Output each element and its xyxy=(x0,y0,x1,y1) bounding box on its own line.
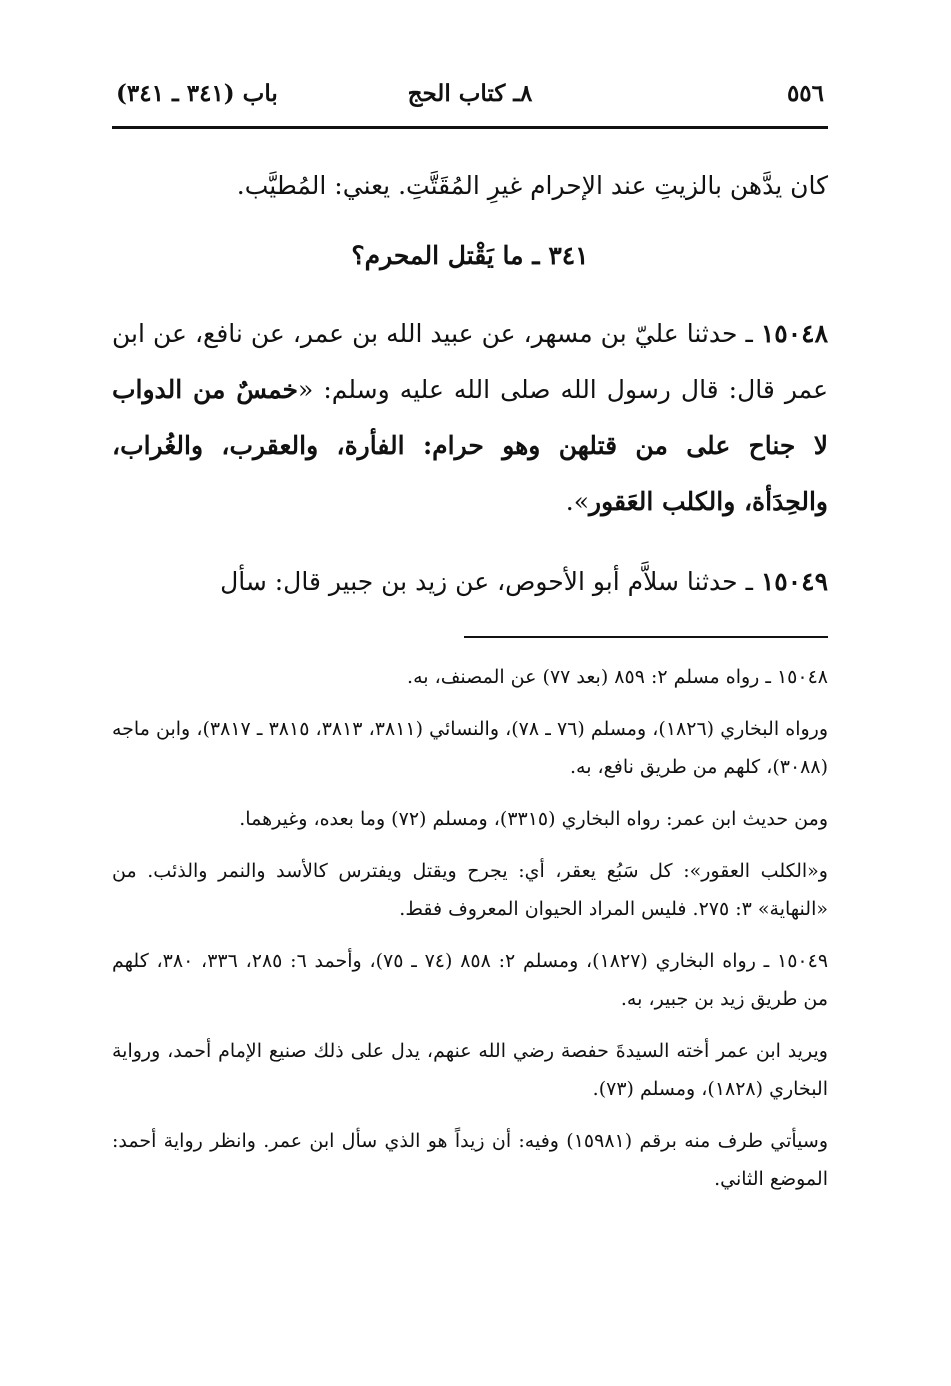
main-text xyxy=(112,166,828,610)
footnote: ١٥٠٤٩ ـ رواه البخاري (١٨٢٧)، ومسلم ٢: ٨٥٨ (٧٤ ـ ٧٥)، وأحمد ٦: ٢٨٥، ٣٣٦، ٣٨٠، كلهم من طريق زيد بن جبير، به. xyxy=(112,950,829,1010)
hadith-number: ١٥٠٤٩ xyxy=(760,567,828,596)
hadith-number: ١٥٠٤٨ xyxy=(760,319,828,348)
page-header xyxy=(112,78,828,118)
footnote: ورواه البخاري (١٨٢٦)، ومسلم (٧٦ ـ ٧٨)، والنسائي (٣٨١١، ٣٨١٣، ٣٨١٥ ـ ٣٨١٧)، وابن ماجه (٣٠٨٨)، كلهم من طريق نافع، به. xyxy=(112,718,828,778)
hadith-paragraph xyxy=(112,554,828,610)
header-rule xyxy=(112,126,828,129)
page-number: ٥٥٦ xyxy=(786,80,824,107)
footnotes xyxy=(112,658,828,1212)
book-page xyxy=(112,78,829,1190)
chapter-heading: ٣٤١ ـ ما يَقْتل المحرم؟ xyxy=(351,241,589,270)
footnote: ويريد ابن عمر أخته السيدةَ حفصة رضي الله عنهم، يدل على ذلك صنيع الإمام أحمد، ورواية البخاري (١٨٢٨)، ومسلم (٧٣). xyxy=(112,1040,828,1100)
footnote: ١٥٠٤٨ ـ رواه مسلم ٢: ٨٥٩ (بعد ٧٧) عن المصنف، به. xyxy=(407,666,828,688)
chapter-range: باب (٣٤١ ـ ٣٤١) xyxy=(116,80,278,107)
footnote-rule xyxy=(464,636,828,638)
book-title: ٨ـ كتاب الحج xyxy=(407,80,533,107)
hadith-quote: خمسٌ من الدواب لا جناح على من قتلهن وهو حرام: الفأرة، والعقرب، والغُراب، والحِدَأة، والكلب العَقور xyxy=(112,375,828,516)
hadith-text: ـ حدثنا سلاَّم أبو الأحوص، عن زيد بن جبير قال: سأل xyxy=(220,567,761,596)
footnote: وسيأتي طرف منه برقم (١٥٩٨١) وفيه: أن زيداً هو الذي سأل ابن عمر. وانظر رواية أحمد: الموضع الثاني. xyxy=(112,1130,828,1190)
hadith-text: ـ حدثنا عليّ بن مسهر، عن عبيد الله بن عمر، عن نافع، عن ابن عمر قال: قال رسول الله صلى الله عليه وسلم: « xyxy=(112,319,828,404)
hadith-text-end: ». xyxy=(565,487,590,516)
footnote: ومن حديث ابن عمر: رواه البخاري (٣٣١٥)، ومسلم (٧٢) وما بعده، وغيرهما. xyxy=(239,808,828,830)
footnote: و«الكلب العقور»: كل سَبُع يعقر، أي: يجرح ويقتل ويفترس كالأسد والنمر والذئب. من «النهاية» ٣: ٢٧٥. فليس المراد الحيوان المعروف فقط. xyxy=(112,860,828,920)
hadith-paragraph xyxy=(112,306,828,530)
intro-line: كان يدَّهن بالزيتِ عند الإحرام غيرِ المُقَتَّتِ. يعني: المُطيَّب. xyxy=(236,171,828,200)
